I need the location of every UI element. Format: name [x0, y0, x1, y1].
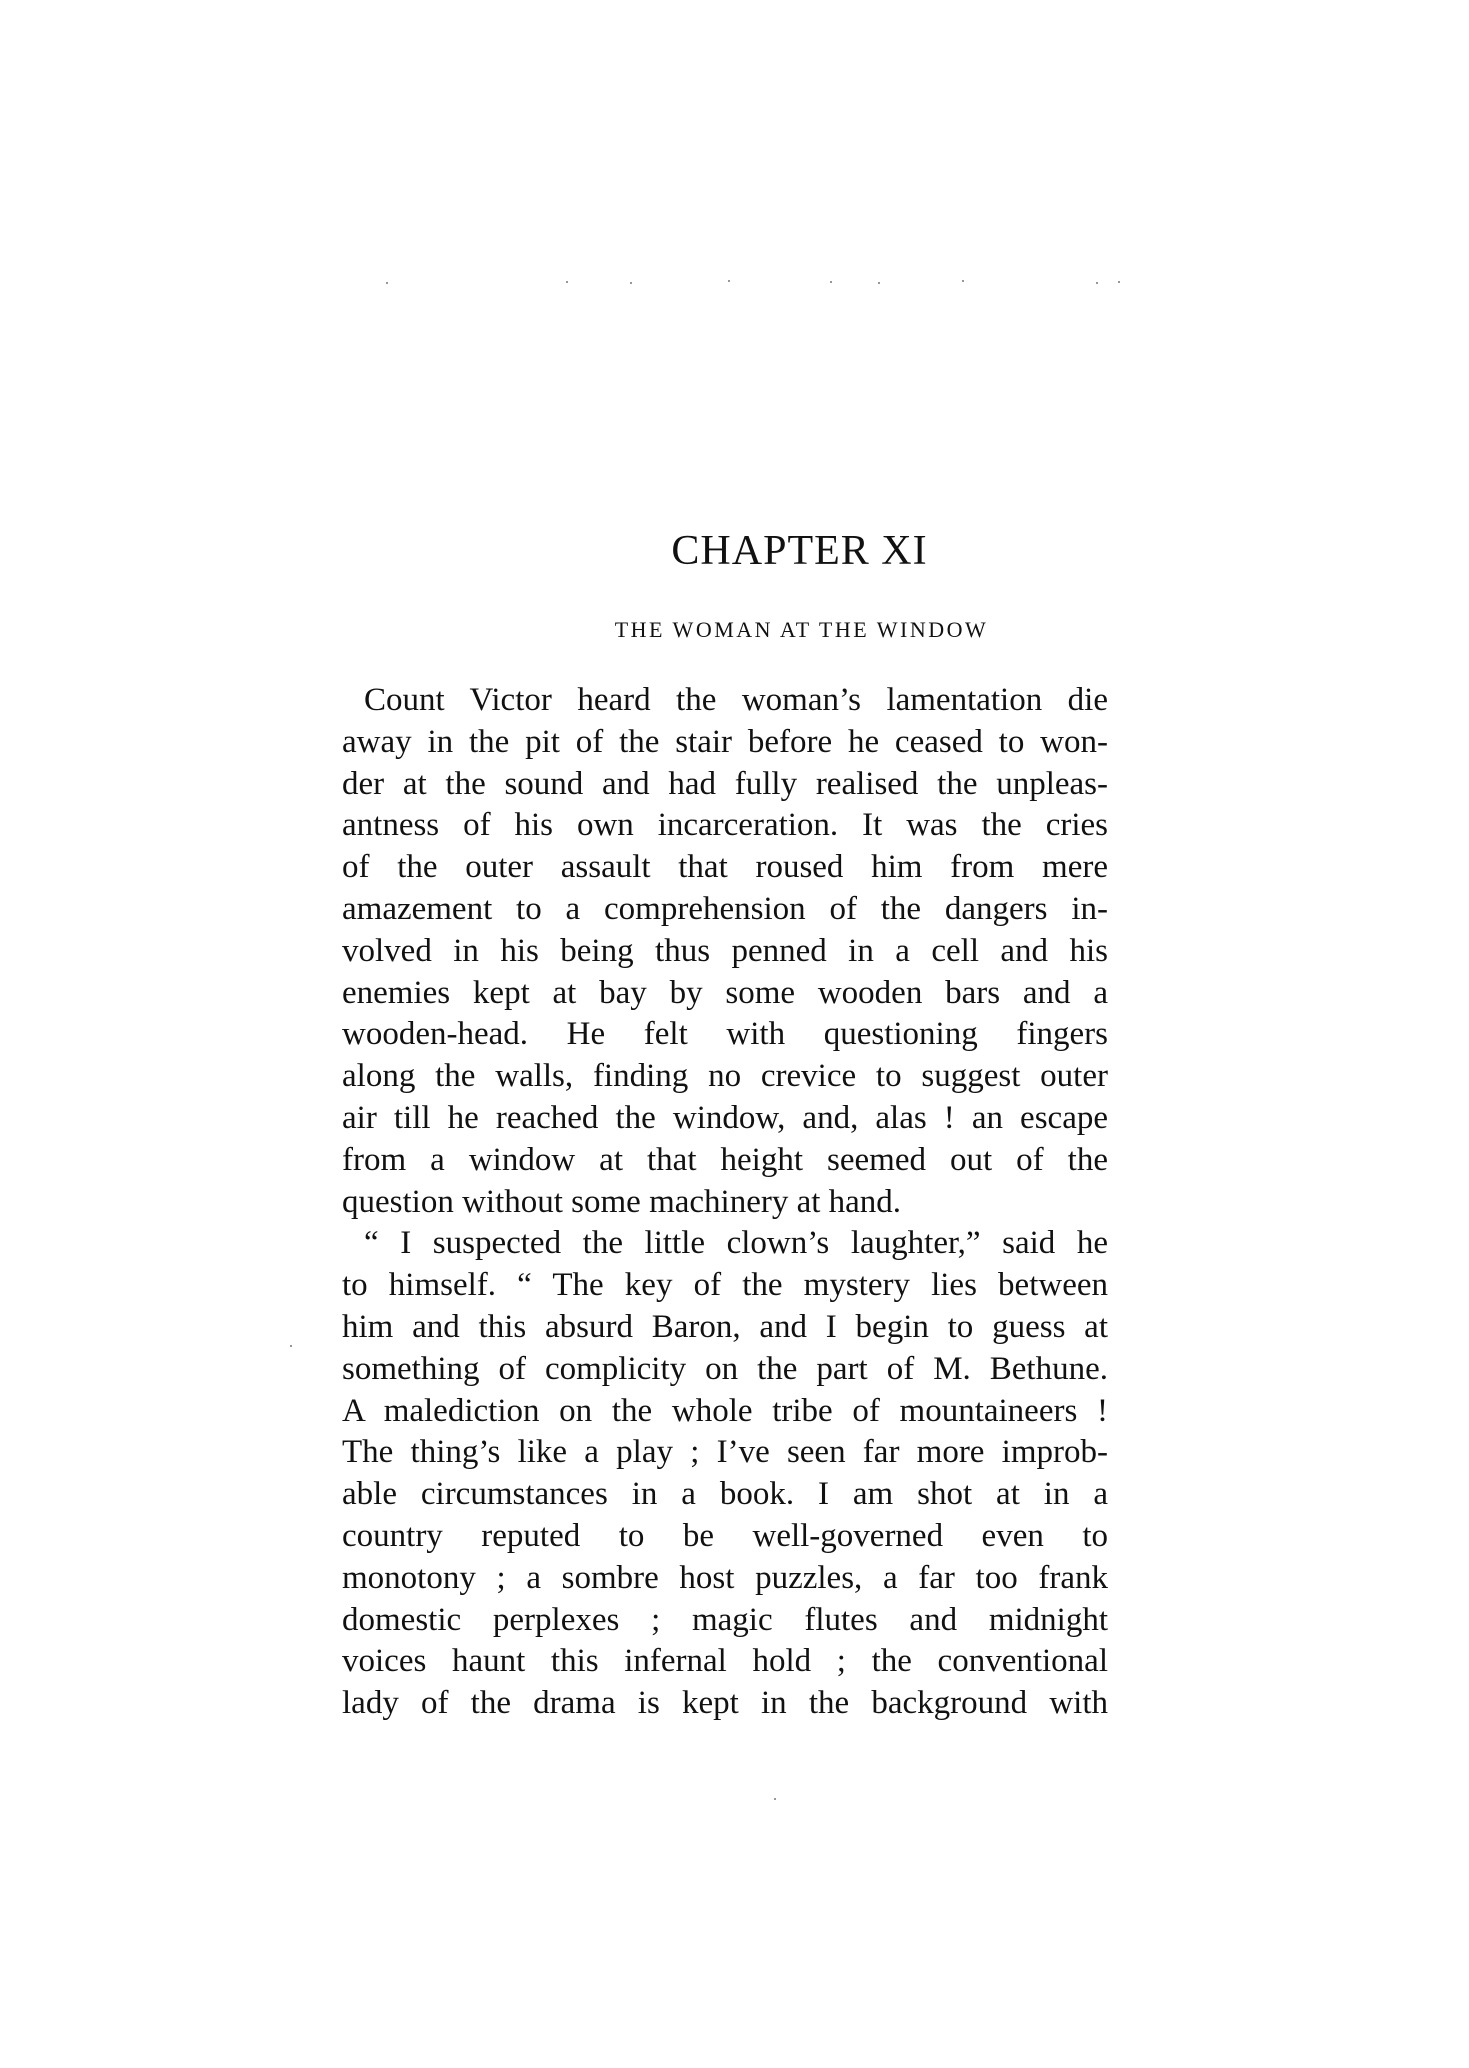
scan-speck: [630, 282, 632, 284]
text-line: voices haunt this infernal hold ; the conventional: [342, 1643, 1108, 1680]
scan-speck: [566, 281, 568, 283]
text-line: air till he reached the window, and, alas ! an escape: [342, 1099, 1108, 1136]
text-line: der at the sound and had fully realised the unpleas-: [342, 765, 1108, 802]
text-line: The thing’s like a play ; I’ve seen far more improb-: [342, 1434, 1108, 1471]
text-line: antness of his own incarceration. It was the cries: [342, 807, 1108, 844]
scan-speck: [878, 282, 880, 284]
chapter-subtitle-text: THE WOMAN AT THE WINDOW: [614, 617, 989, 642]
text-line: him and this absurd Baron, and I begin to guess at: [342, 1308, 1108, 1345]
chapter-subtitle: [0, 616, 1469, 644]
text-line: volved in his being thus penned in a cell and his: [342, 932, 1108, 969]
text-line: of the outer assault that roused him from mere: [342, 849, 1108, 886]
scan-speck: [290, 1345, 292, 1347]
text-line: to himself. “ The key of the mystery lies between: [342, 1267, 1108, 1304]
scan-speck: [830, 281, 832, 283]
text-line: monotony ; a sombre host puzzles, a far too frank: [342, 1559, 1108, 1596]
scan-speck: [728, 280, 730, 282]
text-line: question without some machinery at hand.: [342, 1183, 902, 1220]
scan-speck: [1096, 282, 1098, 284]
text-line: wooden-head. He felt with questioning fingers: [342, 1016, 1108, 1053]
text-line: lady of the drama is kept in the background with: [342, 1685, 1108, 1722]
text-line: away in the pit of the stair before he ceased to won-: [342, 723, 1108, 760]
text-line: Count Victor heard the woman’s lamentation die: [364, 682, 1108, 718]
text-line: domestic perplexes ; magic flutes and midnight: [342, 1601, 1108, 1638]
chapter-body: [342, 680, 1108, 1725]
chapter-heading: [0, 526, 1469, 576]
text-line: enemies kept at bay by some wooden bars and a: [342, 974, 1108, 1011]
text-line: amazement to a comprehension of the dangers in-: [342, 890, 1108, 927]
text-line: along the walls, finding no crevice to suggest outer: [342, 1058, 1108, 1095]
text-line: something of complicity on the part of M. Bethune.: [342, 1350, 1108, 1387]
text-line: country reputed to be well-governed even to: [342, 1517, 1108, 1554]
text-line: from a window at that height seemed out of the: [342, 1141, 1108, 1178]
chapter-heading-text: CHAPTER XI: [671, 528, 928, 574]
scan-speck: [1118, 281, 1120, 283]
text-line: A malediction on the whole tribe of mountaineers !: [342, 1392, 1108, 1429]
scan-speck: [962, 280, 964, 282]
scan-speck: [774, 1798, 776, 1800]
text-line: able circumstances in a book. I am shot at in a: [342, 1476, 1108, 1513]
text-line: “ I suspected the little clown’s laughter,” said he: [364, 1225, 1108, 1262]
scan-speck: [386, 282, 388, 284]
